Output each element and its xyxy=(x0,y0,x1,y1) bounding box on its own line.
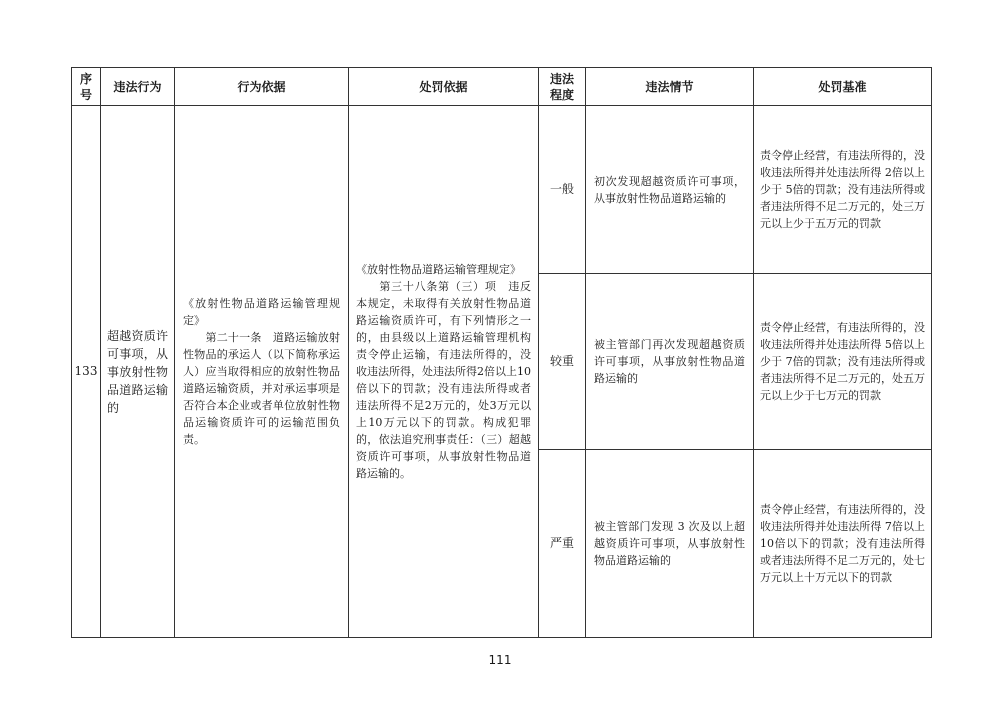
header-behavior: 违法行为 xyxy=(101,68,175,106)
header-row xyxy=(72,68,932,106)
degree-serious: 较重 xyxy=(539,274,586,450)
degree-general: 一般 xyxy=(539,106,586,274)
circumstance-general: 初次发现超越资质许可事项，从事放射性物品道路运输的 xyxy=(586,106,754,274)
degree-severe: 严重 xyxy=(539,450,586,638)
row-basis: 《放射性物品道路运输管理规定》 第二十一条 道路运输放射性物品的承运人（以下简称承运人）应当取得相应的放射性物品道路运输资质，并对承运事项是否符合本企业或者单位放射性物品运输资质许可的运输范围负责。 xyxy=(175,106,349,638)
standard-general: 责令停止经营，有违法所得的，没收违法所得并处违法所得 2倍以上少于 5倍的罚款；没有违法所得或者违法所得不足二万元的，处三万元以上少于五万元的罚款 xyxy=(754,106,932,274)
standard-severe: 责令停止经营，有违法所得的，没收违法所得并处违法所得 7倍以上 10倍以下的罚款；没有违法所得或者违法所得不足二万元的，处七万元以上十万元以下的罚款 xyxy=(754,450,932,638)
header-degree-text: 违法 程度 xyxy=(549,71,574,102)
penalty-table xyxy=(71,67,932,638)
header-penalty-basis: 处罚依据 xyxy=(349,68,539,106)
standard-serious: 责令停止经营，有违法所得的，没收违法所得并处违法所得 5倍以上少于 7倍的罚款；没有违法所得或者违法所得不足二万元的，处五万元以上少于七万元的罚款 xyxy=(754,274,932,450)
row-behavior: 超越资质许可事项，从事放射性物品道路运输的 xyxy=(101,106,175,638)
header-seq xyxy=(72,68,101,106)
circumstance-serious: 被主管部门再次发现超越资质许可事项，从事放射性物品道路运输的 xyxy=(586,274,754,450)
row-seq: 133 xyxy=(72,106,101,638)
page-number: 111 xyxy=(488,653,512,667)
header-degree xyxy=(539,68,586,106)
circumstance-severe: 被主管部门发现 3 次及以上超越资质许可事项，从事放射性物品道路运输的 xyxy=(586,450,754,638)
header-basis: 行为依据 xyxy=(175,68,349,106)
header-circumstance: 违法情节 xyxy=(586,68,754,106)
header-standard: 处罚基准 xyxy=(754,68,932,106)
header-seq-text: 序 号 xyxy=(79,71,92,102)
table-row xyxy=(72,106,932,274)
row-penalty-basis: 《放射性物品道路运输管理规定》 第三十八条第（三）项 违反本规定，未取得有关放射性物品道路运输资质许可，有下列情形之一的，由县级以上道路运输管理机构责令停止运输，有违法所得的，没收违法所得，处违法所得2倍以上10倍以下的罚款；没有违法所得或者违法所得不足2万元的，处3万元以上10万元以下的罚款。构成犯罪的，依法追究刑事责任：（三）超越资质许可事项，从事放射性物品道路运输的。 xyxy=(349,106,539,638)
